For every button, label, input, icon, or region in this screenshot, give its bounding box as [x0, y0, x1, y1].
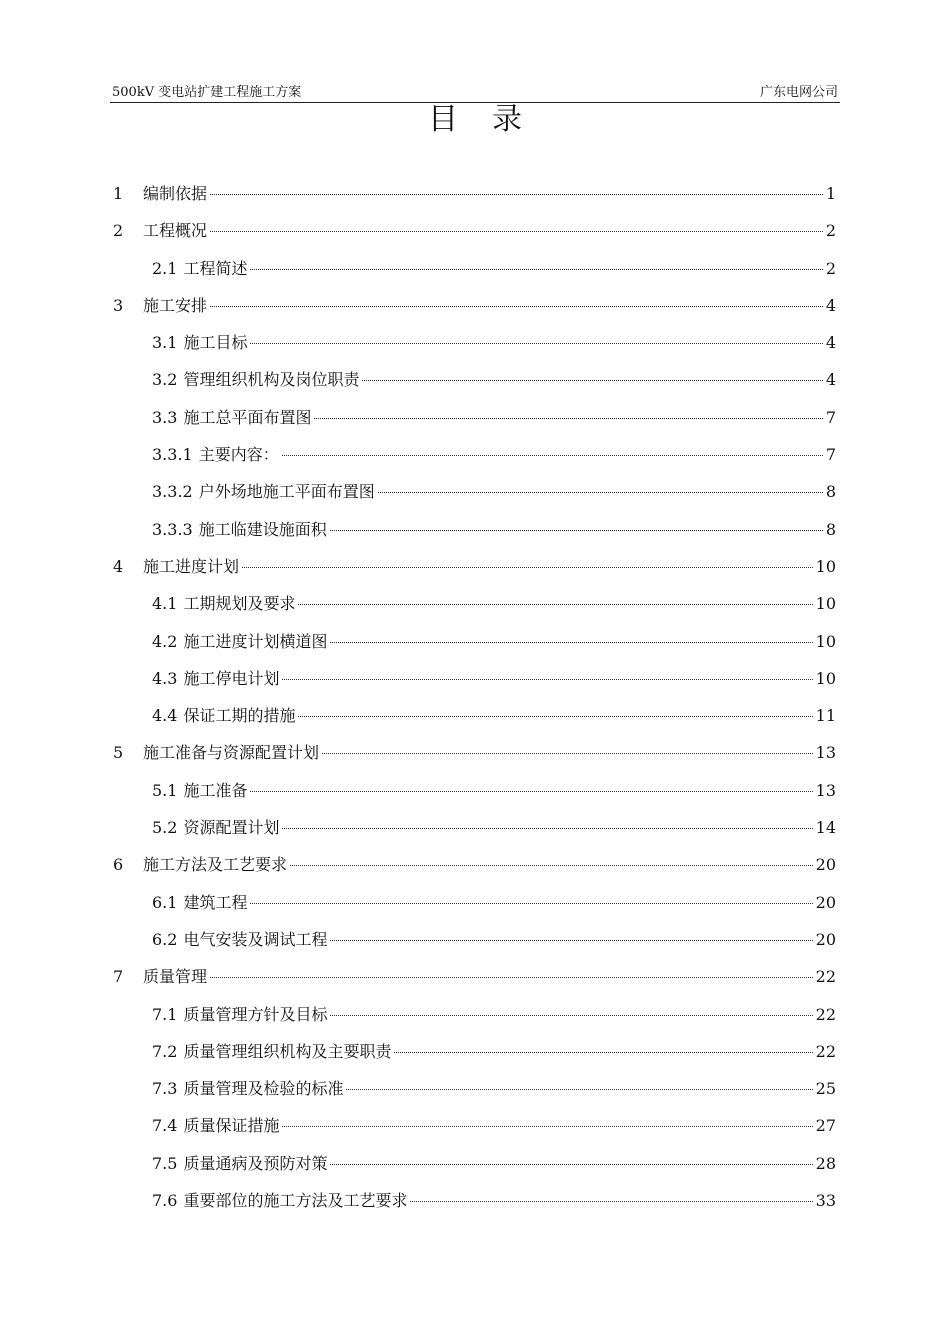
- toc-entry-page: 20: [815, 929, 836, 949]
- toc-dot-leader: [210, 194, 823, 195]
- toc-entry-page: 22: [815, 1004, 836, 1024]
- toc-entry-title: 施工准备与资源配置计划: [143, 743, 320, 763]
- toc-entry-title: 工期规划及要求: [183, 594, 296, 614]
- toc-entry[interactable]: [113, 958, 836, 995]
- toc-entry-number: 7.6: [152, 1191, 178, 1211]
- toc-dot-leader: [298, 716, 812, 717]
- toc-entry-title: 编制依据: [143, 184, 208, 203]
- toc-entry[interactable]: [113, 585, 836, 622]
- toc-entry[interactable]: [113, 436, 836, 473]
- toc-entry-page: 1: [825, 184, 836, 203]
- toc-title: 目录: [428, 102, 556, 137]
- toc-entry[interactable]: [113, 772, 836, 809]
- toc-dot-leader: [282, 828, 812, 829]
- toc-dot-leader: [250, 269, 822, 270]
- toc-dot-leader: [210, 977, 813, 978]
- header-document-title: 500kV 变电站扩建工程施工方案: [112, 85, 302, 100]
- toc-entry-title: 保证工期的措施: [183, 706, 296, 726]
- table-of-contents: [113, 175, 836, 1219]
- toc-entry-number: 3: [113, 295, 124, 315]
- toc-entry-number: 6.1: [152, 892, 178, 912]
- toc-dot-leader: [394, 1052, 812, 1053]
- toc-entry-title: 质量管理及检验的标准: [183, 1079, 344, 1099]
- toc-entry-number: 7.3: [152, 1079, 178, 1099]
- toc-entry-title: 管理组织机构及岗位职责: [183, 370, 360, 390]
- toc-entry-number: 7: [113, 967, 124, 987]
- toc-entry-page: 8: [825, 519, 836, 539]
- toc-entry-number: 4: [113, 556, 124, 576]
- toc-entry-title: 施工安排: [143, 295, 208, 315]
- toc-entry-title: 施工准备: [183, 780, 248, 800]
- toc-dot-leader: [298, 604, 812, 605]
- toc-entry-title: 户外场地施工平面布置图: [198, 482, 375, 502]
- toc-entry-number: 3.3.3: [152, 519, 193, 539]
- toc-entry-title: 工程概况: [143, 221, 208, 241]
- toc-entry-number: 7.4: [152, 1116, 178, 1136]
- toc-entry-number: 4.4: [152, 706, 178, 726]
- toc-entry-number: 5.2: [152, 818, 178, 838]
- toc-entry-page: 4: [825, 370, 836, 390]
- toc-entry-number: 3.3.1: [152, 445, 193, 465]
- toc-entry-number: 6.2: [152, 929, 178, 949]
- toc-entry-title: 资源配置计划: [183, 818, 280, 838]
- toc-entry[interactable]: [113, 250, 836, 287]
- toc-entry[interactable]: [113, 399, 836, 436]
- toc-dot-leader: [330, 642, 812, 643]
- toc-entry-title: 质量通病及预防对策: [183, 1153, 328, 1173]
- toc-entry[interactable]: [113, 623, 836, 660]
- toc-entry[interactable]: [113, 734, 836, 771]
- toc-entry-page: 7: [825, 445, 836, 465]
- toc-entry-title: 施工临建设施面积: [198, 519, 327, 539]
- toc-entry-page: 10: [815, 668, 836, 688]
- toc-entry-page: 28: [815, 1153, 836, 1173]
- toc-dot-leader: [250, 343, 822, 344]
- toc-entry-page: 33: [815, 1191, 836, 1211]
- toc-dot-leader: [322, 753, 813, 754]
- toc-entry-title: 施工进度计划横道图: [183, 631, 328, 651]
- toc-dot-leader: [210, 306, 823, 307]
- toc-entry[interactable]: [113, 809, 836, 846]
- toc-entry[interactable]: [113, 660, 836, 697]
- header-company-name: 广东电网公司: [759, 85, 838, 100]
- toc-entry-number: 2: [113, 221, 124, 241]
- toc-entry-title: 建筑工程: [183, 892, 248, 912]
- toc-dot-leader: [330, 1015, 812, 1016]
- toc-entry-page: 11: [815, 706, 836, 726]
- toc-entry[interactable]: [113, 212, 836, 249]
- toc-dot-leader: [250, 791, 812, 792]
- toc-entry-number: 3.3: [152, 407, 178, 427]
- toc-entry-page: 10: [815, 594, 836, 614]
- toc-entry-page: 2: [825, 221, 836, 241]
- toc-dot-leader: [282, 455, 823, 456]
- toc-entry-page: 7: [825, 407, 836, 427]
- toc-entry-number: 4.3: [152, 668, 178, 688]
- toc-entry[interactable]: [113, 175, 836, 212]
- toc-entry-title: 主要内容：: [198, 445, 279, 465]
- toc-entry[interactable]: [113, 1145, 836, 1182]
- toc-entry-page: 4: [825, 295, 836, 315]
- toc-entry-page: 4: [825, 333, 836, 353]
- toc-entry-number: 7.1: [152, 1004, 178, 1024]
- toc-dot-leader: [290, 865, 813, 866]
- toc-entry-number: 3.2: [152, 370, 178, 390]
- toc-entry[interactable]: [113, 697, 836, 734]
- toc-entry-number: 2.1: [152, 258, 178, 278]
- toc-dot-leader: [330, 940, 812, 941]
- toc-dot-leader: [378, 492, 823, 493]
- toc-entry-title: 施工目标: [183, 333, 248, 353]
- toc-dot-leader: [250, 903, 812, 904]
- toc-entry-title: 质量管理组织机构及主要职责: [183, 1041, 392, 1061]
- toc-entry-number: 7.5: [152, 1153, 178, 1173]
- toc-entry-number: 3.1: [152, 333, 178, 353]
- toc-entry-title: 施工方法及工艺要求: [143, 855, 288, 875]
- toc-entry-page: 14: [815, 818, 836, 838]
- toc-dot-leader: [282, 1126, 812, 1127]
- toc-entry-number: 7.2: [152, 1041, 178, 1061]
- toc-entry-title: 施工进度计划: [143, 556, 240, 576]
- toc-dot-leader: [362, 380, 822, 381]
- toc-entry[interactable]: [113, 1107, 836, 1144]
- toc-entry-number: 3.3.2: [152, 482, 193, 502]
- toc-entry-page: 22: [815, 967, 836, 987]
- toc-entry-number: 1: [113, 184, 124, 203]
- toc-entry-title: 质量保证措施: [183, 1116, 280, 1136]
- toc-entry[interactable]: [113, 1070, 836, 1107]
- toc-entry-page: 25: [815, 1079, 836, 1099]
- toc-entry-page: 10: [815, 631, 836, 651]
- toc-entry-title: 质量管理: [143, 967, 208, 987]
- toc-entry-number: 4.1: [152, 594, 178, 614]
- toc-entry[interactable]: [113, 846, 836, 883]
- toc-entry-title: 重要部位的施工方法及工艺要求: [183, 1191, 408, 1211]
- toc-entry-number: 4.2: [152, 631, 178, 651]
- toc-entry-number: 5.1: [152, 780, 178, 800]
- toc-entry[interactable]: [113, 473, 836, 510]
- toc-entry-page: 13: [815, 780, 836, 800]
- toc-entry-title: 工程简述: [183, 258, 248, 278]
- toc-dot-leader: [330, 1164, 812, 1165]
- toc-entry-title: 施工总平面布置图: [183, 407, 312, 427]
- toc-entry[interactable]: [113, 548, 836, 585]
- toc-dot-leader: [330, 530, 823, 531]
- toc-entry-page: 20: [815, 892, 836, 912]
- toc-entry-number: 6: [113, 855, 124, 875]
- toc-entry[interactable]: [113, 996, 836, 1033]
- toc-entry[interactable]: [113, 511, 836, 548]
- toc-dot-leader: [346, 1089, 812, 1090]
- toc-entry-number: 5: [113, 743, 124, 763]
- toc-entry[interactable]: [113, 921, 836, 958]
- toc-dot-leader: [282, 679, 812, 680]
- toc-dot-leader: [410, 1201, 812, 1202]
- toc-entry-page: 10: [815, 556, 836, 576]
- toc-dot-leader: [242, 567, 813, 568]
- toc-entry[interactable]: [113, 324, 836, 361]
- toc-entry[interactable]: [113, 1033, 836, 1070]
- toc-entry-title: 施工停电计划: [183, 668, 280, 688]
- toc-entry-title: 质量管理方针及目标: [183, 1004, 328, 1024]
- toc-entry-page: 27: [815, 1116, 836, 1136]
- toc-entry[interactable]: [113, 361, 836, 398]
- toc-dot-leader: [314, 418, 822, 419]
- toc-entry[interactable]: [113, 1182, 836, 1219]
- toc-entry-page: 22: [815, 1041, 836, 1061]
- toc-entry-title: 电气安装及调试工程: [183, 929, 328, 949]
- toc-entry-page: 8: [825, 482, 836, 502]
- toc-entry-page: 20: [815, 855, 836, 875]
- toc-dot-leader: [210, 231, 823, 232]
- toc-entry-page: 13: [815, 743, 836, 763]
- toc-entry-page: 2: [825, 258, 836, 278]
- toc-entry[interactable]: [113, 287, 836, 324]
- toc-entry[interactable]: [113, 884, 836, 921]
